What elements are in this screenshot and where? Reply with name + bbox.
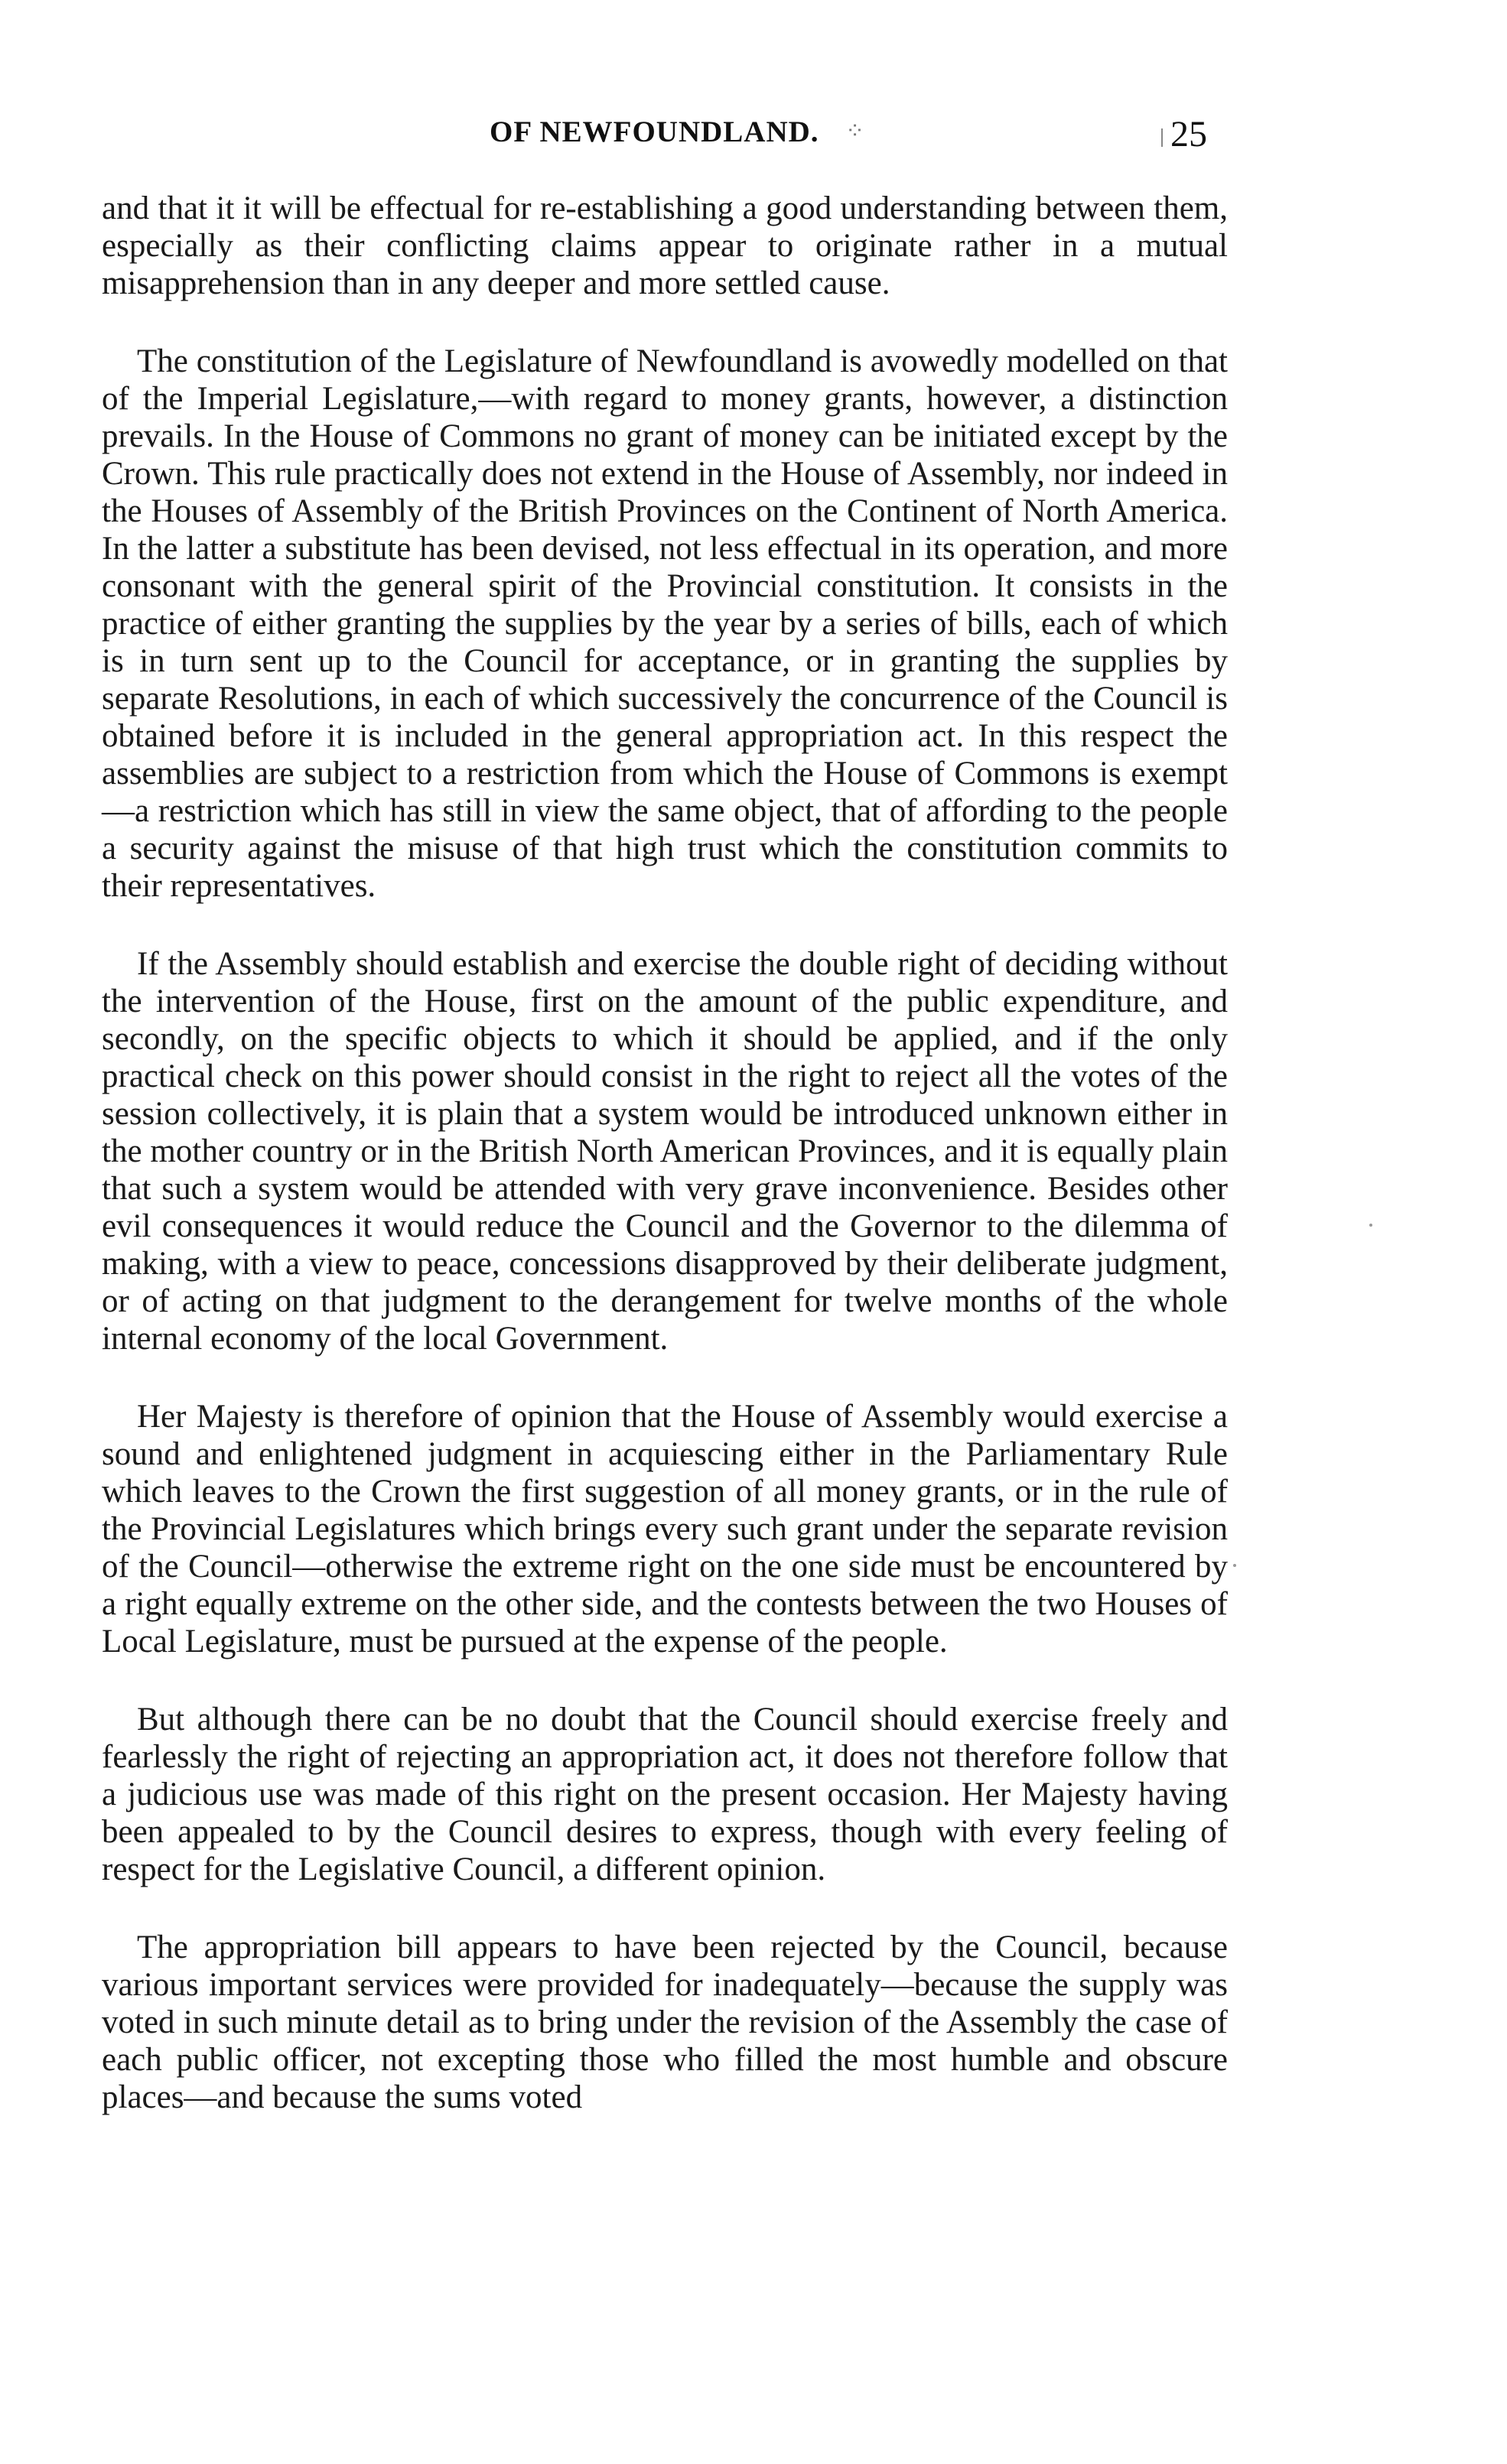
page-number: 25 <box>1170 114 1207 154</box>
paragraph-continuation: and that it it will be effectual for re-establishing a good understanding between them, especially as their conflicting claims appear to originate rather in a mutual misapprehension than in any deeper and more settled cause. <box>102 190 1228 301</box>
paragraph-double-right: If the Assembly should establish and exercise the double right of deciding without the intervention of the House, first on the amount of the public expenditure, and secondly, on the specific objects to which it should be applied, and if the only practical check on this power should consist in the right to reject all the votes of the session collectively, it is plain that a system would be introduced unknown either in the mother country or in the British North American Provinces, and it is equally plain that such a system would be attended with very grave inconvenience. Besides other evil consequences it would reduce the Council and the Governor to the dilemma of making, with a view to peace, concessions disapproved by their deliberate judgment, or of acting on that judgment to the derangement for twelve months of the whole internal economy of the local Government. <box>102 946 1228 1357</box>
paper-speck <box>1233 1564 1236 1567</box>
body-text <box>102 190 1228 2116</box>
margin-tick-mark <box>1161 128 1163 147</box>
paper-speck <box>1369 1224 1372 1227</box>
paragraph-council-rejection: But although there can be no doubt that the Council should exercise freely and fearlessly the right of rejecting an appropriation act, it does not therefore follow that a judicious use was made of this right on the present occasion. Her Majesty having been appealed to by the Council desires to express, though with every feeling of respect for the Legislative Council, a different opinion. <box>102 1702 1228 1887</box>
paragraph-majesty-opinion: Her Majesty is therefore of opinion that the House of Assembly would exercise a sound and enlightened judgment in acquiescing either in the Parliamentary Rule which leaves to the Crown the first suggestion of all money grants, or in the rule of the Provincial Legislatures which brings every such grant under the separate revision of the Council—otherwise the extreme right on the one side must be encountered by a right equally extreme on the other side, and the contests between the two Houses of Local Legislature, must be pursued at the expense of the people. <box>102 1399 1228 1659</box>
running-head: OF NEWFOUNDLAND. <box>490 115 819 148</box>
paragraph-appropriation-bill: The appropriation bill appears to have been rejected by the Council, because various important services were provided for inadequately—because the supply was voted in such minute detail as to bring under the revision of the Assembly the case of each public officer, not excepting those who filled the most humble and obscure places—and because the sums voted <box>102 1929 1228 2115</box>
paragraph-legislature-constitution: The constitution of the Legislature of Newfoundland is avowedly modelled on that of the Imperial Legislature,—with regard to money grants, however, a distinction prevails. In the House of Commons no grant of money can be initiated except by the Crown. This rule practically does not extend in the House of Assembly, nor indeed in the Houses of Assembly of the British Provinces on the Continent of North America. In the latter a substitute has been devised, not less effectual in its operation, and more consonant with the general spirit of the Provincial constitution. It consists in the practice of either granting the supplies by the year by a series of bills, each of which is in turn sent up to the Council for acceptance, or in granting the supplies by separate Resolutions, in each of which successively the concurrence of the Council is obtained before it is included in the general appropriation act. In this respect the assemblies are subject to a restriction from which the House of Commons is exempt—a restriction which has still in view the same object, that of affording to the people a security against the misuse of that high trust which the constitution commits to their representatives. <box>102 343 1228 904</box>
ink-blot-mark: ⁘ <box>845 119 865 144</box>
